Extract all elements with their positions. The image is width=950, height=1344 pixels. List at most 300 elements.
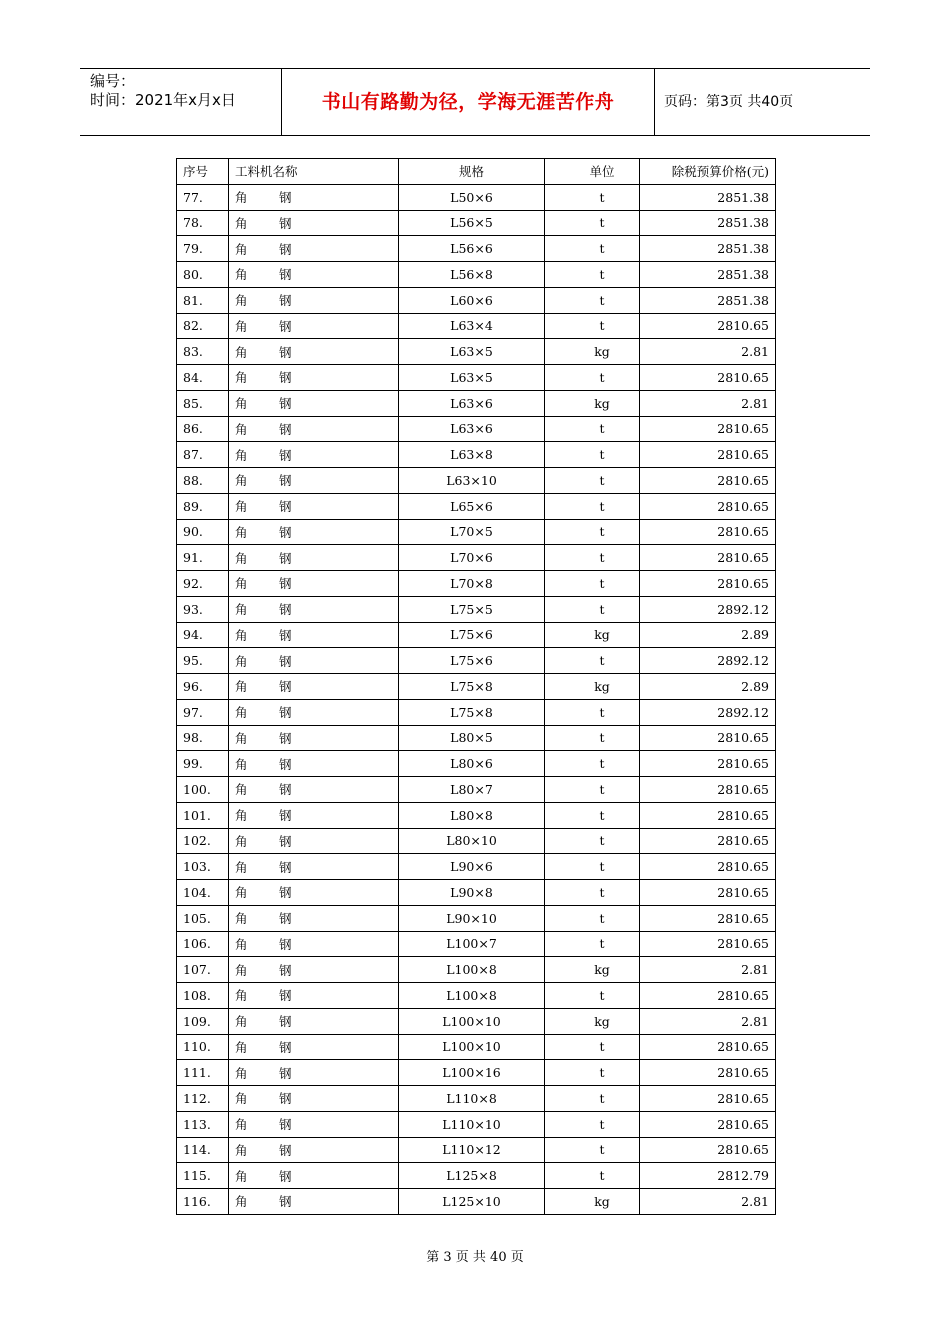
col-header-price: 除税预算价格(元) [640,159,776,185]
material-name [229,828,399,854]
header-motto: 书山有路勤为径，学海无涯苦作舟 [321,91,615,113]
material-name [229,339,399,365]
unit: t [545,236,640,262]
unit: t [545,468,640,494]
row-number: 97. [177,699,229,725]
unit: t [545,365,640,391]
material-name-part1: 角 [235,473,248,489]
material-name-part1: 角 [235,602,248,618]
row-number: 114. [177,1137,229,1163]
col-header-unit: 单位 [545,159,640,185]
table-row [177,287,776,313]
material-name [229,416,399,442]
table-row [177,931,776,957]
price: 2810.65 [640,1060,776,1086]
spec: L100×7 [399,931,545,957]
material-name [229,442,399,468]
table-row [177,854,776,880]
material-name-part1: 角 [235,293,248,309]
material-name [229,236,399,262]
material-name [229,751,399,777]
row-number: 105. [177,905,229,931]
table-row [177,1137,776,1163]
material-name-part2: 钢 [279,1014,292,1030]
material-name-part2: 钢 [279,421,292,437]
material-name [229,596,399,622]
price: 2810.65 [640,828,776,854]
unit: t [545,1163,640,1189]
row-number: 107. [177,957,229,983]
table-row [177,390,776,416]
table-body [177,184,776,1214]
row-number: 86. [177,416,229,442]
table-row [177,1163,776,1189]
unit: t [545,287,640,313]
spec: L110×8 [399,1086,545,1112]
row-number: 91. [177,545,229,571]
material-name-part2: 钢 [279,962,292,978]
material-name-part2: 钢 [279,370,292,386]
table-row [177,468,776,494]
spec: L75×8 [399,674,545,700]
price: 2892.12 [640,699,776,725]
material-name [229,905,399,931]
unit: t [545,1111,640,1137]
unit: kg [545,1189,640,1215]
material-name-part1: 角 [235,1091,248,1107]
unit: t [545,751,640,777]
unit: t [545,210,640,236]
material-name [229,571,399,597]
table-row [177,699,776,725]
material-name [229,545,399,571]
material-name-part2: 钢 [279,679,292,695]
price: 2810.65 [640,725,776,751]
table-row [177,442,776,468]
table-row [177,802,776,828]
table-row [177,339,776,365]
material-name-part2: 钢 [279,627,292,643]
spec: L70×6 [399,545,545,571]
row-number: 111. [177,1060,229,1086]
row-number: 92. [177,571,229,597]
material-name [229,1008,399,1034]
table-row [177,777,776,803]
row-number: 112. [177,1086,229,1112]
table-row [177,648,776,674]
material-name-part1: 角 [235,936,248,952]
spec: L75×6 [399,622,545,648]
price: 2810.65 [640,545,776,571]
price: 2.81 [640,339,776,365]
row-number: 81. [177,287,229,313]
unit: t [545,905,640,931]
spec: L63×8 [399,442,545,468]
material-name-part1: 角 [235,627,248,643]
material-name [229,777,399,803]
table-row [177,1060,776,1086]
price: 2.81 [640,390,776,416]
unit: t [545,1086,640,1112]
price: 2810.65 [640,905,776,931]
material-name-part2: 钢 [279,653,292,669]
spec: L80×7 [399,777,545,803]
spec: L80×6 [399,751,545,777]
price: 2810.65 [640,931,776,957]
material-name-part1: 角 [235,550,248,566]
material-name [229,262,399,288]
price: 2892.12 [640,648,776,674]
row-number: 85. [177,390,229,416]
table-row [177,236,776,262]
material-name [229,648,399,674]
price: 2892.12 [640,596,776,622]
material-name-part1: 角 [235,1168,248,1184]
row-number: 108. [177,983,229,1009]
material-name-part2: 钢 [279,730,292,746]
unit: t [545,519,640,545]
material-name [229,210,399,236]
material-name [229,674,399,700]
material-name [229,931,399,957]
material-name-part2: 钢 [279,1117,292,1133]
material-name-part2: 钢 [279,293,292,309]
table-row [177,416,776,442]
material-name-part2: 钢 [279,447,292,463]
price: 2851.38 [640,287,776,313]
spec: L100×16 [399,1060,545,1086]
unit: t [545,493,640,519]
row-number: 103. [177,854,229,880]
price: 2810.65 [640,1034,776,1060]
material-name-part1: 角 [235,396,248,412]
material-name-part1: 角 [235,1039,248,1055]
spec: L125×8 [399,1163,545,1189]
material-name-part1: 角 [235,318,248,334]
price: 2810.65 [640,571,776,597]
unit: kg [545,339,640,365]
table-row [177,828,776,854]
material-name [229,1034,399,1060]
material-name-part2: 钢 [279,833,292,849]
material-name [229,854,399,880]
material-name-part2: 钢 [279,1065,292,1081]
row-number: 104. [177,880,229,906]
material-name [229,1163,399,1189]
row-number: 94. [177,622,229,648]
row-number: 110. [177,1034,229,1060]
material-name-part2: 钢 [279,782,292,798]
unit: t [545,545,640,571]
unit: t [545,313,640,339]
spec: L70×5 [399,519,545,545]
spec: L63×5 [399,339,545,365]
header-page-info: 页码：第3页 共40页 [664,94,794,110]
row-number: 99. [177,751,229,777]
material-name [229,725,399,751]
spec: L63×6 [399,416,545,442]
price: 2.81 [640,957,776,983]
material-name-part1: 角 [235,808,248,824]
material-name-part1: 角 [235,833,248,849]
price: 2810.65 [640,751,776,777]
table-row [177,1008,776,1034]
material-name [229,622,399,648]
table-row [177,751,776,777]
spec: L110×10 [399,1111,545,1137]
price: 2810.65 [640,442,776,468]
material-name-part1: 角 [235,447,248,463]
material-name [229,365,399,391]
unit: kg [545,1008,640,1034]
price: 2810.65 [640,880,776,906]
table-row [177,1111,776,1137]
material-name-part2: 钢 [279,1091,292,1107]
material-name-part1: 角 [235,370,248,386]
material-name-part2: 钢 [279,602,292,618]
material-name [229,1137,399,1163]
spec: L65×6 [399,493,545,519]
row-number: 83. [177,339,229,365]
material-name-part2: 钢 [279,936,292,952]
material-name-part2: 钢 [279,473,292,489]
price: 2.81 [640,1008,776,1034]
price: 2.81 [640,1189,776,1215]
row-number: 101. [177,802,229,828]
table-row [177,674,776,700]
material-name-part1: 角 [235,215,248,231]
spec: L63×4 [399,313,545,339]
material-name-part1: 角 [235,1065,248,1081]
material-name-part1: 角 [235,267,248,283]
material-name-part1: 角 [235,859,248,875]
spec: L90×8 [399,880,545,906]
price: 2810.65 [640,1137,776,1163]
material-name-part1: 角 [235,705,248,721]
spec: L75×6 [399,648,545,674]
unit: t [545,931,640,957]
document-header [80,68,870,136]
unit: t [545,854,640,880]
material-name-part1: 角 [235,190,248,206]
page-footer: 第 3 页 共 40 页 [426,1250,524,1265]
price: 2812.79 [640,1163,776,1189]
unit: t [545,416,640,442]
spec: L90×6 [399,854,545,880]
table-row [177,1034,776,1060]
unit: t [545,1137,640,1163]
table-row [177,725,776,751]
price: 2851.38 [640,262,776,288]
price: 2810.65 [640,365,776,391]
material-name-part2: 钢 [279,190,292,206]
row-number: 87. [177,442,229,468]
material-name-part2: 钢 [279,885,292,901]
serial-label: 编号： [90,72,136,90]
price: 2810.65 [640,416,776,442]
unit: t [545,442,640,468]
material-name-part2: 钢 [279,576,292,592]
row-number: 88. [177,468,229,494]
material-name-part2: 钢 [279,499,292,515]
table-row [177,905,776,931]
material-name-part1: 角 [235,1117,248,1133]
material-name [229,957,399,983]
spec: L90×10 [399,905,545,931]
table-row [177,210,776,236]
spec: L110×12 [399,1137,545,1163]
material-name [229,1189,399,1215]
col-header-no: 序号 [177,159,229,185]
row-number: 89. [177,493,229,519]
material-name [229,880,399,906]
material-name-part2: 钢 [279,756,292,772]
unit: t [545,1060,640,1086]
row-number: 79. [177,236,229,262]
material-name-part2: 钢 [279,1142,292,1158]
unit: t [545,596,640,622]
spec: L56×6 [399,236,545,262]
material-name-part2: 钢 [279,550,292,566]
price: 2810.65 [640,777,776,803]
spec: L70×8 [399,571,545,597]
material-name [229,1111,399,1137]
material-name-part1: 角 [235,679,248,695]
unit: t [545,699,640,725]
row-number: 115. [177,1163,229,1189]
header-motto-cell [282,69,655,135]
unit: kg [545,622,640,648]
col-header-spec: 规格 [399,159,545,185]
row-number: 90. [177,519,229,545]
spec: L80×5 [399,725,545,751]
material-name-part1: 角 [235,1142,248,1158]
spec: L75×8 [399,699,545,725]
row-number: 98. [177,725,229,751]
price: 2810.65 [640,1086,776,1112]
material-name-part1: 角 [235,782,248,798]
material-name-part2: 钢 [279,524,292,540]
row-number: 113. [177,1111,229,1137]
price: 2810.65 [640,313,776,339]
price: 2.89 [640,674,776,700]
table-row [177,1189,776,1215]
price: 2810.65 [640,493,776,519]
header-page-cell [655,69,870,135]
table-row [177,880,776,906]
table-row [177,493,776,519]
spec: L80×10 [399,828,545,854]
material-name [229,287,399,313]
row-number: 82. [177,313,229,339]
row-number: 100. [177,777,229,803]
price: 2810.65 [640,983,776,1009]
unit: kg [545,674,640,700]
material-name-part1: 角 [235,576,248,592]
spec: L63×6 [399,390,545,416]
material-name-part2: 钢 [279,344,292,360]
unit: t [545,262,640,288]
table-row [177,262,776,288]
spec: L60×6 [399,287,545,313]
material-name-part1: 角 [235,421,248,437]
row-number: 93. [177,596,229,622]
time-label: 时间：2021年x月x日 [90,91,236,109]
material-name [229,983,399,1009]
unit: t [545,880,640,906]
price: 2810.65 [640,1111,776,1137]
material-name-part1: 角 [235,911,248,927]
unit: t [545,828,640,854]
table-row [177,622,776,648]
col-header-name: 工料机名称 [229,159,399,185]
material-name-part1: 角 [235,756,248,772]
table-row [177,545,776,571]
material-name-part1: 角 [235,1014,248,1030]
spec: L100×8 [399,957,545,983]
material-name-part2: 钢 [279,396,292,412]
row-number: 80. [177,262,229,288]
price: 2851.38 [640,184,776,210]
price: 2810.65 [640,802,776,828]
table-row [177,519,776,545]
material-name [229,468,399,494]
spec: L56×5 [399,210,545,236]
price: 2810.65 [640,468,776,494]
table-row [177,313,776,339]
table-row [177,957,776,983]
spec: L100×8 [399,983,545,1009]
row-number: 78. [177,210,229,236]
material-name-part1: 角 [235,730,248,746]
material-name-part1: 角 [235,988,248,1004]
row-number: 95. [177,648,229,674]
unit: t [545,1034,640,1060]
material-name-part2: 钢 [279,318,292,334]
material-name-part2: 钢 [279,1194,292,1210]
material-name-part2: 钢 [279,988,292,1004]
material-name [229,1086,399,1112]
material-name [229,519,399,545]
material-name [229,390,399,416]
row-number: 77. [177,184,229,210]
material-name-part2: 钢 [279,267,292,283]
table-row [177,983,776,1009]
material-name-part1: 角 [235,885,248,901]
material-name [229,313,399,339]
material-name-part1: 角 [235,524,248,540]
spec: L75×5 [399,596,545,622]
row-number: 109. [177,1008,229,1034]
table-row [177,571,776,597]
table-row [177,184,776,210]
spec: L80×8 [399,802,545,828]
material-name-part2: 钢 [279,705,292,721]
spec: L63×5 [399,365,545,391]
unit: kg [545,390,640,416]
material-name [229,184,399,210]
material-name-part2: 钢 [279,1039,292,1055]
material-name-part2: 钢 [279,215,292,231]
row-number: 96. [177,674,229,700]
unit: t [545,777,640,803]
material-name [229,802,399,828]
spec: L63×10 [399,468,545,494]
material-name-part1: 角 [235,962,248,978]
unit: t [545,571,640,597]
material-name-part2: 钢 [279,241,292,257]
material-name-part1: 角 [235,653,248,669]
